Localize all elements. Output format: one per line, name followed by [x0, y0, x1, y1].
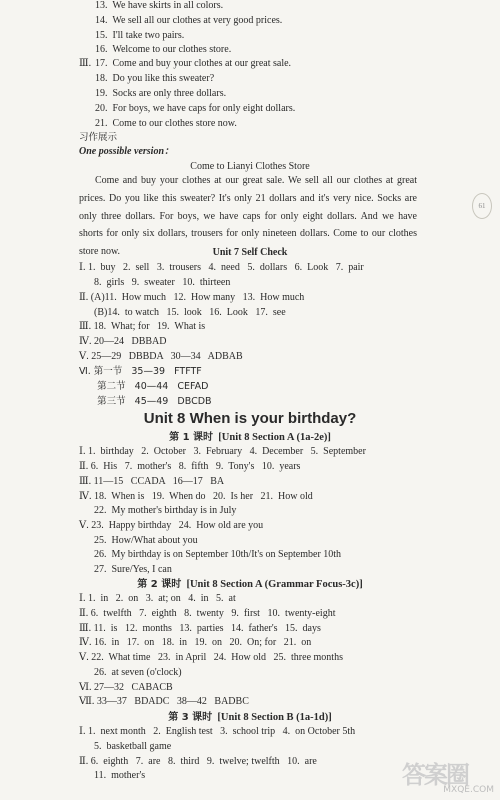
answer-line: Ⅳ. 20—24 DBBAD: [79, 336, 167, 347]
answer-line: 25. How/What about you: [79, 535, 198, 546]
answer-line: Ⅱ. 6. eighth 7. are 8. third 9. twelve; twelfth 10. are: [79, 756, 317, 767]
answer-line: 5. basketball game: [79, 741, 172, 752]
answer-line: Ⅱ. 6. His 7. mother's 8. fifth 9. Tony's 10. years: [79, 461, 301, 472]
answer-line: Ⅱ. (A)11. How much 12. How many 13. How much: [79, 292, 305, 303]
answer-line: Ⅵ. 第一节 35—39 FTFTF: [79, 366, 202, 377]
writing-title: 习作展示: [79, 132, 118, 143]
answer-line: Ⅴ. 25—29 DBBDA 30—34 ADBAB: [79, 351, 243, 362]
self-check-title: Unit 7 Self Check: [212, 247, 288, 258]
answer-line: 27. Sure/Yes, I can: [79, 564, 172, 575]
lesson-heading: [0, 431, 500, 444]
answer-line: 18. Do you like this sweater?: [95, 73, 215, 84]
answer-line: 22. My mother's birthday is in July: [79, 505, 237, 516]
lesson-section: [Unit 8 Section B (1a-1d)]: [217, 712, 332, 723]
answer-line: 第二节 40—44 CEFAD: [79, 381, 209, 392]
watermark-site: MXQE.COM: [443, 785, 494, 795]
margin-badge: 61: [472, 193, 492, 219]
answer-line: Ⅲ. 11—15 CCADA 16—17 BA: [79, 476, 225, 487]
answer-line: 26. My birthday is on September 10th/It's on September 10th: [79, 549, 342, 560]
lesson-heading: [0, 578, 500, 591]
section-label: Ⅲ.: [79, 58, 92, 69]
answer-line: Ⅶ. 33—37 BDADC 38—42 BADBC: [79, 696, 249, 707]
lesson-section: [Unit 8 Section A (Grammar Focus-3c)]: [186, 579, 363, 590]
answer-line: Ⅵ. 27—32 CABACB: [79, 682, 173, 693]
answer-line: 20. For boys, we have caps for only eight dollars.: [95, 103, 296, 114]
lesson-heading: [0, 711, 500, 724]
answer-line: 8. girls 9. sweater 10. thirteen: [79, 277, 231, 288]
answer-line: Ⅴ. 23. Happy birthday 24. How old are you: [79, 520, 264, 531]
answer-line: Ⅴ. 22. What time 23. in April 24. How old 25. three months: [79, 652, 343, 663]
answer-line: Ⅳ. 18. When is 19. When do 20. Is her 21. How old: [79, 491, 313, 502]
essay-title: Come to Lianyi Clothes Store: [190, 161, 310, 172]
answer-line: Ⅲ. 18. What; for 19. What is: [79, 321, 206, 332]
essay-text: Come and buy your clothes at our great sale. We sell all our clothes at great prices. Do you like this sweater? It's only 21 dollars and it's very nice. Socks are only three dollars. For boys, we have caps for only eight dollars. And we have shorts for only six dollars, trousers for only nineteen dollars. Come to our clothes store now.: [79, 175, 417, 258]
watermark-logo: [402, 762, 494, 794]
watermark-mark: 答案圈: [402, 761, 468, 789]
answer-line: Ⅲ. 11. is 12. months 13. parties 14. father's 15. days: [79, 623, 321, 634]
answer-line: 16. Welcome to our clothes store.: [95, 44, 232, 55]
lesson-number: 第 2 课时: [137, 579, 182, 590]
answer-line: 21. Come to our clothes store now.: [95, 118, 237, 129]
answer-line: 第三节 45—49 DBCDB: [79, 396, 212, 407]
answer-line: 15. I'll take two pairs.: [95, 30, 185, 41]
answer-line: Ⅰ. 1. in 2. on 3. at; on 4. in 5. at: [79, 593, 236, 604]
answer-line: Ⅱ. 6. twelfth 7. eighth 8. twenty 9. first 10. twenty-eight: [79, 608, 336, 619]
answer-line: Ⅰ. 1. next month 2. English test 3. school trip 4. on October 5th: [79, 726, 356, 737]
lesson-section: [Unit 8 Section A (1a-2e)]: [218, 432, 331, 443]
lesson-number: 第 1 课时: [169, 432, 214, 443]
answer-line: Ⅳ. 16. in 17. on 18. in 19. on 20. On; for 21. on: [79, 637, 312, 648]
lesson-number: 第 3 课时: [168, 712, 213, 723]
unit-heading: Unit 8 When is your birthday?: [143, 410, 357, 427]
answer-line: (B)14. to watch 15. look 16. Look 17. see: [79, 307, 286, 318]
answer-line: 26. at seven (o'clock): [79, 667, 182, 678]
answer-line: 13. We have skirts in all colors.: [95, 0, 224, 11]
answer-line: 11. mother's: [79, 770, 146, 781]
answer-line: Ⅰ. 1. birthday 2. October 3. February 4. December 5. September: [79, 446, 366, 457]
answer-line: 17. Come and buy your clothes at our great sale.: [95, 58, 292, 69]
answer-line: Ⅰ. 1. buy 2. sell 3. trousers 4. need 5. dollars 6. Look 7. pair: [79, 262, 364, 273]
answer-line: 14. We sell all our clothes at very good prices.: [95, 15, 283, 26]
version-label: One possible version：: [79, 146, 174, 157]
answer-line: 19. Socks are only three dollars.: [95, 88, 227, 99]
